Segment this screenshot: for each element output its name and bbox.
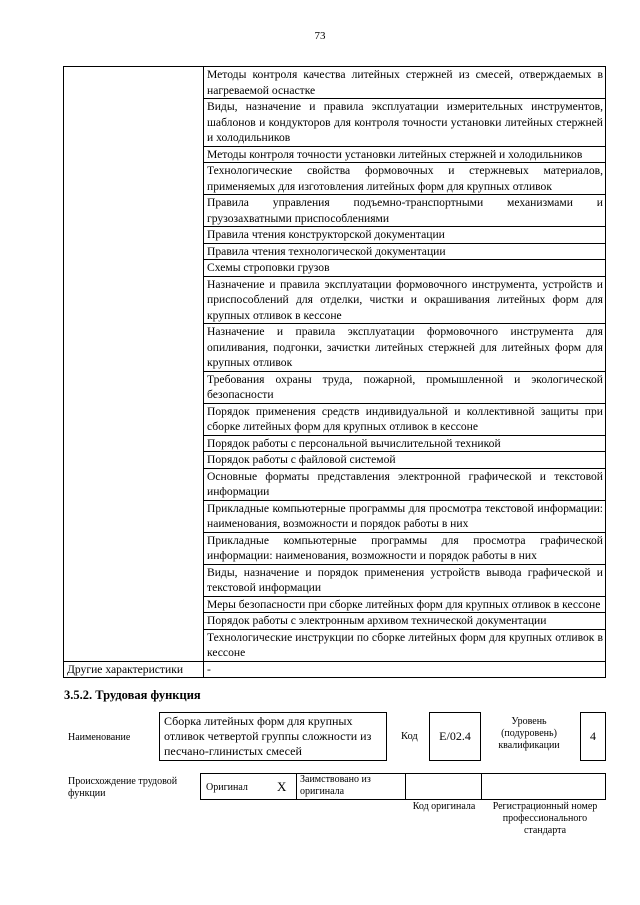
requirement-item: Основные форматы представления электронной графической и текстовой информации (204, 468, 606, 500)
level-value: 4 (590, 729, 596, 743)
requirements-table (63, 66, 606, 678)
requirement-item: Правила чтения технологической документации (204, 243, 606, 260)
code-value-box (429, 712, 481, 761)
requirement-item: Методы контроля точности установки литейных стержней и холодильников (204, 146, 606, 163)
requirement-item: Виды, назначение и правила эксплуатации измерительных инструментов, шаблонов и кондукторов для контроля точности установки литейных стержней и холодильников (204, 99, 606, 147)
requirement-item: Порядок применения средств индивидуальной и коллективной защиты при сборке литейных форм для крупных отливок в кессоне (204, 403, 606, 435)
requirement-item: Меры безопасности при сборке литейных форм для крупных отливок в кессоне (204, 596, 606, 613)
code-original-caption: Код оригинала (412, 801, 476, 812)
section-heading: 3.5.2. Трудовая функция (64, 688, 201, 702)
borrowed-label: Заимствовано из оригинала (300, 774, 371, 797)
other-characteristics-value: - (204, 661, 606, 678)
original-label: Оригинал (206, 782, 248, 793)
requirement-item: Прикладные компьютерные программы для просмотра графической информации: наименования, возможности и порядок работы в них (204, 532, 606, 564)
name-value: Сборка литейных форм для крупных отливок четвертой группы сложности из песчано-глинистых смесей (164, 714, 372, 758)
requirement-item: Правила управления подъемно-транспортными механизмами и грузозахватными приспособлениями (204, 195, 606, 227)
requirement-item: Технологические свойства формовочных и стержневых материалов, применяемых для изготовления литейных форм для крупных отливок (204, 163, 606, 195)
requirement-item: Порядок работы с файловой системой (204, 452, 606, 469)
requirement-item: Порядок работы с персональной вычислительной техникой (204, 435, 606, 452)
requirements-label-cell (64, 67, 204, 662)
requirement-item: Методы контроля качества литейных стержней из смесей, отверждаемых в нагреваемой оснастке (204, 67, 606, 99)
requirement-item: Назначение и правила эксплуатации формовочного инструмента для опиливания, подгонки, зачистки литейных стержней для литейных форм для крупных отливок (204, 324, 606, 372)
other-characteristics-row (64, 661, 606, 678)
name-value-box (159, 712, 387, 761)
code-value: E/02.4 (439, 729, 471, 743)
origin-divider-3 (481, 773, 482, 800)
original-mark: X (277, 779, 287, 794)
requirement-item: Порядок работы с электронным архивом технической документации (204, 613, 606, 630)
origin-divider-2 (405, 773, 406, 800)
requirement-item: Виды, назначение и порядок применения устройств вывода графической и текстовой информации (204, 564, 606, 596)
origin-table (200, 773, 606, 800)
requirement-item: Схемы строповки грузов (204, 260, 606, 277)
other-characteristics-label: Другие характеристики (64, 661, 204, 678)
table-row (64, 67, 606, 99)
level-label: Уровень (подуровень) квалификации (498, 716, 560, 751)
requirement-item: Технологические инструкции по сборке литейных форм для крупных отливок в кессоне (204, 629, 606, 661)
name-label: Наименование (68, 732, 131, 743)
origin-label: Происхождение трудовой функции (68, 776, 178, 799)
code-label: Код (401, 731, 418, 742)
page-number: 73 (314, 30, 326, 42)
requirement-item: Назначение и правила эксплуатации формовочного инструмента, устройств и приспособлений для отделки, чистки и окрашивания литейных форм для крупных отливок в кессоне (204, 276, 606, 324)
reg-number-caption: Регистрационный номер профессионального стандарта (492, 801, 598, 836)
level-value-box (580, 712, 606, 761)
requirement-item: Прикладные компьютерные программы для просмотра текстовой информации: наименования, возможности и порядок работы в них (204, 500, 606, 532)
requirement-item: Требования охраны труда, пожарной, промышленной и экологической безопасности (204, 371, 606, 403)
requirement-item: Правила чтения конструкторской документации (204, 227, 606, 244)
origin-divider-1 (296, 773, 297, 800)
